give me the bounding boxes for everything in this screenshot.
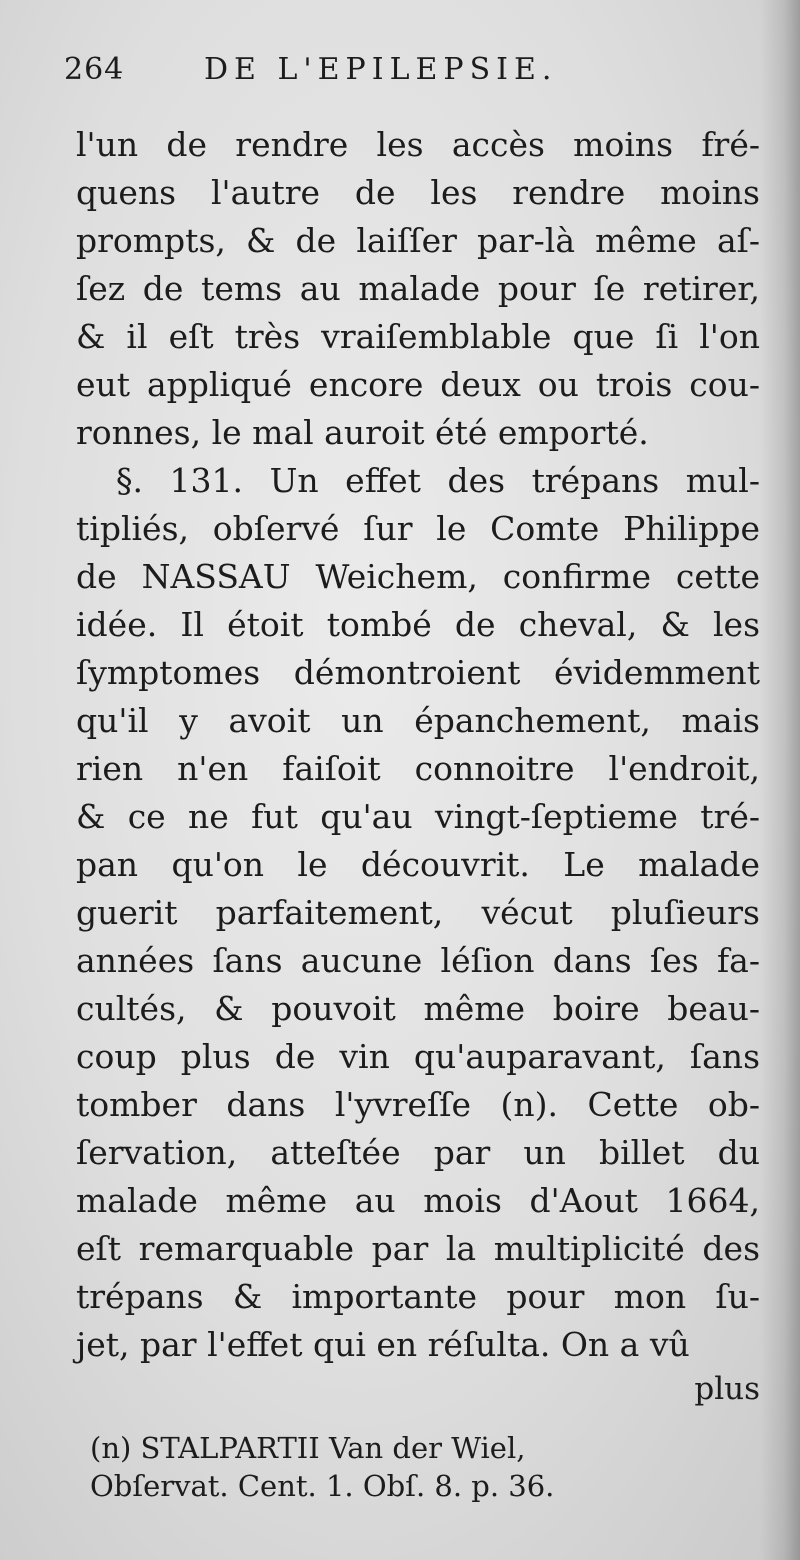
text-line: & ce ne fut qu'au vingt-ſeptieme tré- bbox=[76, 797, 760, 836]
text-line: de NASSAU Weichem, confirme cette bbox=[76, 557, 760, 596]
text-line: quens l'autre de les rendre moins bbox=[76, 173, 760, 212]
catchword: plus bbox=[694, 1371, 760, 1407]
text-line: tomber dans l'yvreſſe (n). Cette ob- bbox=[76, 1085, 760, 1124]
text-line: années ſans aucune léſion dans ſes fa- bbox=[76, 941, 760, 980]
text-line: prompts, & de laiſſer par-là même aſ- bbox=[76, 221, 760, 260]
page-edge-shadow bbox=[760, 0, 800, 1560]
text-line: ſymptomes démontroient évidemment bbox=[76, 653, 760, 692]
text-line: ſez de tems au malade pour ſe retirer, bbox=[76, 269, 760, 308]
text-line: ronnes, le mal auroit été emporté. bbox=[76, 413, 649, 452]
footnote-line-2: Obſervat. Cent. 1. Obſ. 8. p. 36. bbox=[90, 1469, 555, 1503]
text-line: eſt remarquable par la multiplicité des bbox=[76, 1229, 760, 1268]
text-line: idée. Il étoit tombé de cheval, & les bbox=[76, 605, 760, 644]
footnote-line-1: (n) STALPARTII Van der Wiel, bbox=[90, 1431, 526, 1465]
text-line: jet, par l'effet qui en réſulta. On a vû bbox=[76, 1325, 690, 1364]
text-line: guerit parfaitement, vécut pluſieurs bbox=[76, 893, 760, 932]
text-line: trépans & importante pour mon ſu- bbox=[76, 1277, 760, 1316]
text-line: ſervation, atteſtée par un billet du bbox=[76, 1133, 760, 1172]
page-header bbox=[64, 52, 764, 100]
page-number: 264 bbox=[64, 52, 125, 87]
text-line: eut appliqué encore deux ou trois cou- bbox=[76, 365, 760, 404]
catchword-block bbox=[76, 1366, 760, 1412]
text-line: & il eſt très vraiſemblable que ſi l'on bbox=[76, 317, 760, 356]
text-line: cultés, & pouvoit même boire beau- bbox=[76, 989, 760, 1028]
text-line: pan qu'on le découvrit. Le malade bbox=[76, 845, 760, 884]
text-line: coup plus de vin qu'auparavant, ſans bbox=[76, 1037, 760, 1076]
text-line: qu'il y avoit un épanchement, mais bbox=[76, 701, 760, 740]
body-text bbox=[76, 122, 760, 1382]
text-line: malade même au mois d'Aout 1664, bbox=[76, 1181, 760, 1220]
text-line: rien n'en faiſoit connoitre l'endroit, bbox=[76, 749, 760, 788]
running-title: DE L'EPILEPSIE. bbox=[204, 52, 558, 87]
text-line: §. 131. Un effet des trépans mul- bbox=[116, 461, 760, 500]
text-line: tipliés, obſervé ſur le Comte Philippe bbox=[76, 509, 760, 548]
text-line: l'un de rendre les accès moins fré- bbox=[76, 125, 760, 164]
